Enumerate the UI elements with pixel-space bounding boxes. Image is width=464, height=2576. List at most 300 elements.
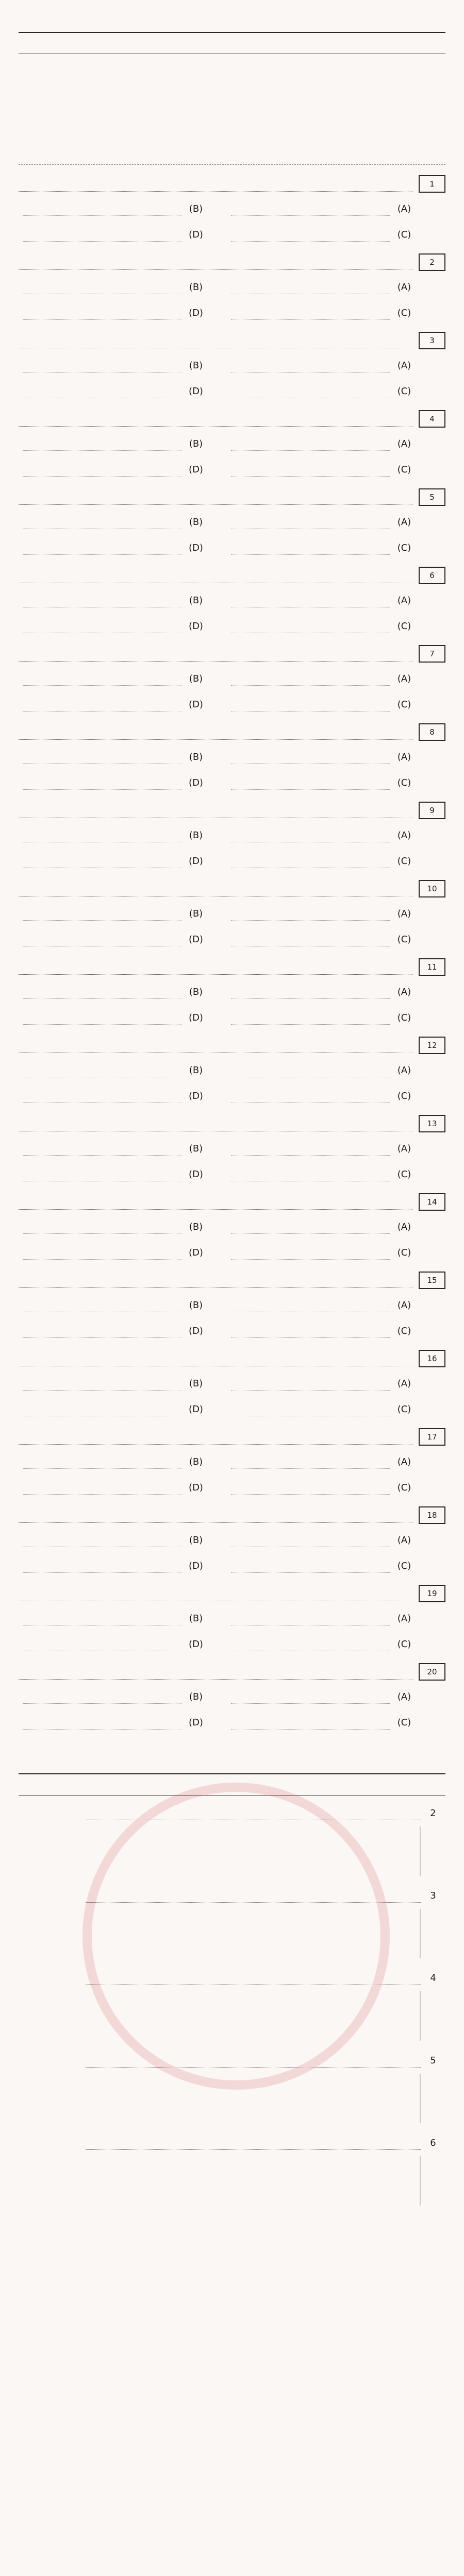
subjective-question-number: 3 [430,1890,436,1901]
option-letter: (B) [189,1456,203,1467]
mcq-options [19,1449,445,1500]
mcq-option [227,666,415,691]
option-text [23,698,181,711]
mcq-question [19,642,445,717]
mcq-option [227,378,415,404]
mcq-option [19,300,206,326]
option-text [231,619,390,633]
mcq-option [227,1684,415,1709]
mcq-option [227,1318,415,1344]
mcq-options [19,822,445,874]
subjective-question-text [86,1889,421,1903]
option-text [231,854,390,868]
question-stem [19,255,412,270]
mcq-options [19,587,445,639]
mcq-option [19,1605,206,1631]
mcq-options [19,274,445,326]
mcq-question-row [19,720,445,744]
header-row-top [19,9,445,33]
question-stem [19,568,412,583]
option-text [231,907,390,921]
option-letter: (D) [189,1247,203,1258]
mcq-question [19,564,445,639]
option-text [231,515,390,529]
mcq-option [227,431,415,456]
mcq-question-row [19,1503,445,1527]
question-number-box: 16 [419,1350,445,1367]
option-text [23,672,181,686]
option-text [231,384,390,398]
option-text [23,854,181,868]
option-text [231,776,390,790]
mcq-question [19,1425,445,1500]
question-number-box: 20 [419,1663,445,1681]
mcq-option [227,1057,415,1083]
option-text [23,933,181,946]
option-letter: (D) [189,464,203,475]
mcq-option [227,587,415,613]
mcq-option [19,979,206,1005]
option-text [231,672,390,686]
mcq-question-row [19,1425,445,1449]
option-text [231,228,390,242]
option-text [23,280,181,294]
option-text [23,619,181,633]
subjective-question-text [86,2136,421,2150]
mcq-options [19,666,445,717]
mcq-question-row [19,1660,445,1684]
option-text [23,202,181,216]
option-letter: (B) [189,1143,203,1154]
mcq-option [19,691,206,717]
mcq-question-row [19,172,445,196]
option-letter: (C) [397,385,411,397]
option-letter: (D) [189,229,203,240]
question-stem [19,1116,412,1131]
question-number-box: 1 [419,175,445,193]
question-number-box: 14 [419,1193,445,1211]
option-letter: (B) [189,1613,203,1624]
mcq-option [19,456,206,482]
question-stem [19,803,412,818]
mcq-options [19,979,445,1030]
mcq-option [19,1214,206,1240]
question-number-box: 11 [419,958,445,976]
option-letter: (A) [397,516,411,528]
option-text [23,985,181,999]
option-text [231,1011,390,1025]
mcq-option [19,926,206,952]
question-number-box: 5 [419,488,445,506]
mcq-question-row [19,1347,445,1370]
mcq-option [227,1709,415,1735]
question-number-box: 18 [419,1506,445,1524]
mcq-options [19,1292,445,1344]
option-letter: (C) [397,464,411,475]
mcq-option [19,222,206,247]
subjective-question [19,1803,445,1876]
subjective-question-body [19,2156,421,2206]
option-letter: (A) [397,595,411,606]
mcq-option [19,1449,206,1475]
option-text [231,1063,390,1077]
subjective-question [19,1885,445,1958]
mcq-question-row [19,799,445,822]
option-text [231,359,390,372]
mcq-option [19,1553,206,1579]
mcq-option [19,196,206,222]
option-letter: (C) [397,699,411,710]
question-number-box: 9 [419,802,445,819]
option-letter: (C) [397,934,411,945]
option-text [231,1533,390,1547]
option-letter: (D) [189,777,203,788]
option-text [23,384,181,398]
mcq-options [19,1214,445,1265]
subjective-list [19,1803,445,2206]
question-stem [19,1038,412,1053]
option-letter: (B) [189,360,203,371]
option-letter: (A) [397,360,411,371]
option-text [23,1298,181,1312]
mcq-question [19,250,445,326]
option-letter: (A) [397,673,411,684]
question-number-box: 3 [419,332,445,349]
option-text [23,594,181,607]
question-number-box: 15 [419,1272,445,1289]
option-letter: (B) [189,438,203,449]
option-letter: (C) [397,307,411,318]
option-text [23,1167,181,1181]
question-number-box: 13 [419,1115,445,1132]
mcq-option [19,431,206,456]
question-number-box: 6 [419,567,445,584]
mcq-question [19,1347,445,1422]
question-stem [19,960,412,975]
mcq-option [19,274,206,300]
mcq-question-row [19,1112,445,1136]
mcq-options [19,1684,445,1735]
option-text [23,1011,181,1025]
question-stem [19,1665,412,1680]
option-letter: (D) [189,620,203,632]
mcq-question-row [19,955,445,979]
option-letter: (A) [397,986,411,997]
option-letter: (A) [397,1064,411,1076]
option-letter: (B) [189,1534,203,1546]
option-letter: (C) [397,1482,411,1493]
option-letter: (D) [189,1012,203,1023]
option-letter: (C) [397,855,411,867]
option-text [23,1533,181,1547]
option-letter: (C) [397,1560,411,1571]
option-letter: (C) [397,1247,411,1258]
option-text [23,306,181,320]
option-text [231,1220,390,1234]
mcq-option [227,901,415,926]
option-letter: (D) [189,1638,203,1650]
mcq-option [227,1396,415,1422]
question-number-box: 19 [419,1585,445,1602]
mcq-option [227,535,415,561]
option-text [23,750,181,764]
subjective-question-body [19,1991,421,2041]
option-text [23,1716,181,1730]
option-text [23,463,181,477]
option-letter: (D) [189,1325,203,1336]
option-text [231,541,390,555]
mcq-option [227,274,415,300]
option-letter: (A) [397,1143,411,1154]
subjective-question-text [86,1806,421,1820]
mcq-options [19,1370,445,1422]
question-number-box: 12 [419,1037,445,1054]
option-letter: (D) [189,385,203,397]
option-text [23,228,181,242]
option-text [23,1063,181,1077]
mcq-option [19,613,206,639]
option-letter: (D) [189,855,203,867]
mcq-option [19,1631,206,1657]
subjective-question-number: 4 [430,1972,436,1984]
subjective-question-text [86,2054,421,2067]
subjective-question-text [86,1971,421,1985]
option-letter: (B) [189,673,203,684]
option-text [231,1142,390,1156]
option-letter: (A) [397,1456,411,1467]
option-text [23,1324,181,1338]
option-text [231,1559,390,1573]
question-stem [19,725,412,740]
option-letter: (D) [189,1403,203,1415]
option-text [231,1324,390,1338]
option-text [23,828,181,842]
subjective-question [19,2132,445,2206]
mcq-question [19,1660,445,1735]
mcq-options [19,1057,445,1109]
mcq-option [19,1396,206,1422]
option-text [23,1481,181,1495]
mcq-option [227,979,415,1005]
mcq-question-row [19,329,445,352]
subjective-question-body [19,1826,421,1876]
option-text [231,1716,390,1730]
option-letter: (D) [189,934,203,945]
mcq-question [19,1190,445,1265]
option-text [231,750,390,764]
mcq-option [19,378,206,404]
subjective-question-head [19,2050,445,2071]
mcq-options [19,196,445,247]
mcq-options [19,509,445,561]
subjective-question-body [19,1909,421,1958]
mcq-option [19,666,206,691]
mcq-question-row [19,1190,445,1214]
option-text [231,1298,390,1312]
option-letter: (C) [397,1638,411,1650]
option-letter: (B) [189,1064,203,1076]
option-text [23,1455,181,1469]
mcq-question-row [19,642,445,666]
mcq-option [227,352,415,378]
option-text [23,1142,181,1156]
mcq-question-row [19,1268,445,1292]
question-stem [19,1351,412,1366]
option-letter: (D) [189,1090,203,1101]
mcq-question [19,1268,445,1344]
mcq-option [227,1240,415,1265]
mcq-option [227,1527,415,1553]
option-text [23,1246,181,1260]
option-letter: (A) [397,1534,411,1546]
option-letter: (C) [397,620,411,632]
mcq-option [19,1684,206,1709]
question-stem [19,1508,412,1523]
subjective-question-head [19,1803,445,1823]
mcq-option [19,848,206,874]
mcq-question [19,329,445,404]
option-text [231,828,390,842]
mcq-option [19,352,206,378]
mcq-option [19,822,206,848]
option-letter: (C) [397,229,411,240]
mcq-option [19,1318,206,1344]
mcq-option [227,300,415,326]
option-letter: (B) [189,829,203,841]
option-letter: (B) [189,1691,203,1702]
mcq-option [227,926,415,952]
option-text [23,1690,181,1704]
mcq-question [19,1033,445,1109]
option-text [23,1559,181,1573]
subjective-question-head [19,1885,445,1906]
option-letter: (D) [189,1482,203,1493]
option-text [23,359,181,372]
mcq-question [19,877,445,952]
section-b-header-top [19,1751,445,1774]
mcq-option [19,1083,206,1109]
instructions [19,59,445,165]
subjective-question-head [19,2132,445,2153]
mcq-option [227,1214,415,1240]
option-text [231,1402,390,1416]
mcq-option [227,1083,415,1109]
option-text [231,1089,390,1103]
option-text [23,776,181,790]
subjective-question-number: 6 [430,2137,436,2148]
option-letter: (C) [397,1403,411,1415]
option-text [23,1402,181,1416]
option-text [231,985,390,999]
mcq-option [19,901,206,926]
question-number-box: 4 [419,410,445,428]
option-letter: (B) [189,1221,203,1232]
option-letter: (D) [189,1168,203,1180]
mcq-option [19,1136,206,1161]
question-stem [19,333,412,348]
mcq-options [19,1605,445,1657]
mcq-option [19,1475,206,1500]
section-b-header-bottom [19,1774,445,1795]
question-stem [19,1586,412,1601]
option-text [231,933,390,946]
option-text [231,1690,390,1704]
option-letter: (B) [189,203,203,214]
option-text [23,1612,181,1625]
option-text [23,907,181,921]
question-stem [19,412,412,427]
mcq-question [19,485,445,561]
mcq-question-row [19,407,445,431]
option-letter: (D) [189,307,203,318]
mcq-option [227,613,415,639]
mcq-option [19,1292,206,1318]
option-text [231,1637,390,1651]
question-stem [19,1195,412,1210]
mcq-options [19,744,445,795]
mcq-question-row [19,1033,445,1057]
mcq-option [227,770,415,795]
option-letter: (B) [189,1378,203,1389]
question-stem [19,177,412,192]
mcq-option [227,822,415,848]
header-row-bottom [19,33,445,54]
option-letter: (C) [397,1012,411,1023]
option-text [23,1377,181,1391]
mcq-question [19,799,445,874]
option-letter: (D) [189,699,203,710]
mcq-option [19,1240,206,1265]
option-letter: (A) [397,829,411,841]
question-stem [19,1273,412,1288]
option-text [23,515,181,529]
mcq-option [19,1527,206,1553]
option-letter: (C) [397,1325,411,1336]
mcq-question [19,1503,445,1579]
option-text [231,1377,390,1391]
option-letter: (A) [397,203,411,214]
option-letter: (B) [189,1299,203,1311]
question-number-box: 17 [419,1428,445,1446]
question-number-box: 10 [419,880,445,897]
option-letter: (A) [397,1691,411,1702]
mcq-options [19,1527,445,1579]
option-text [23,1637,181,1651]
option-letter: (B) [189,751,203,762]
mcq-question [19,172,445,247]
option-letter: (A) [397,281,411,293]
mcq-option [19,744,206,770]
option-text [23,1089,181,1103]
option-letter: (A) [397,1221,411,1232]
option-letter: (A) [397,908,411,919]
option-letter: (C) [397,1717,411,1728]
mcq-option [227,1553,415,1579]
option-text [231,280,390,294]
mcq-question [19,720,445,795]
option-letter: (B) [189,595,203,606]
mcq-option [227,1605,415,1631]
mcq-question [19,1582,445,1657]
option-text [231,463,390,477]
mcq-options [19,1136,445,1187]
option-letter: (D) [189,542,203,553]
mcq-option [227,1475,415,1500]
mcq-option [227,1370,415,1396]
option-text [23,437,181,451]
option-letter: (A) [397,751,411,762]
mcq-list [19,172,445,1735]
